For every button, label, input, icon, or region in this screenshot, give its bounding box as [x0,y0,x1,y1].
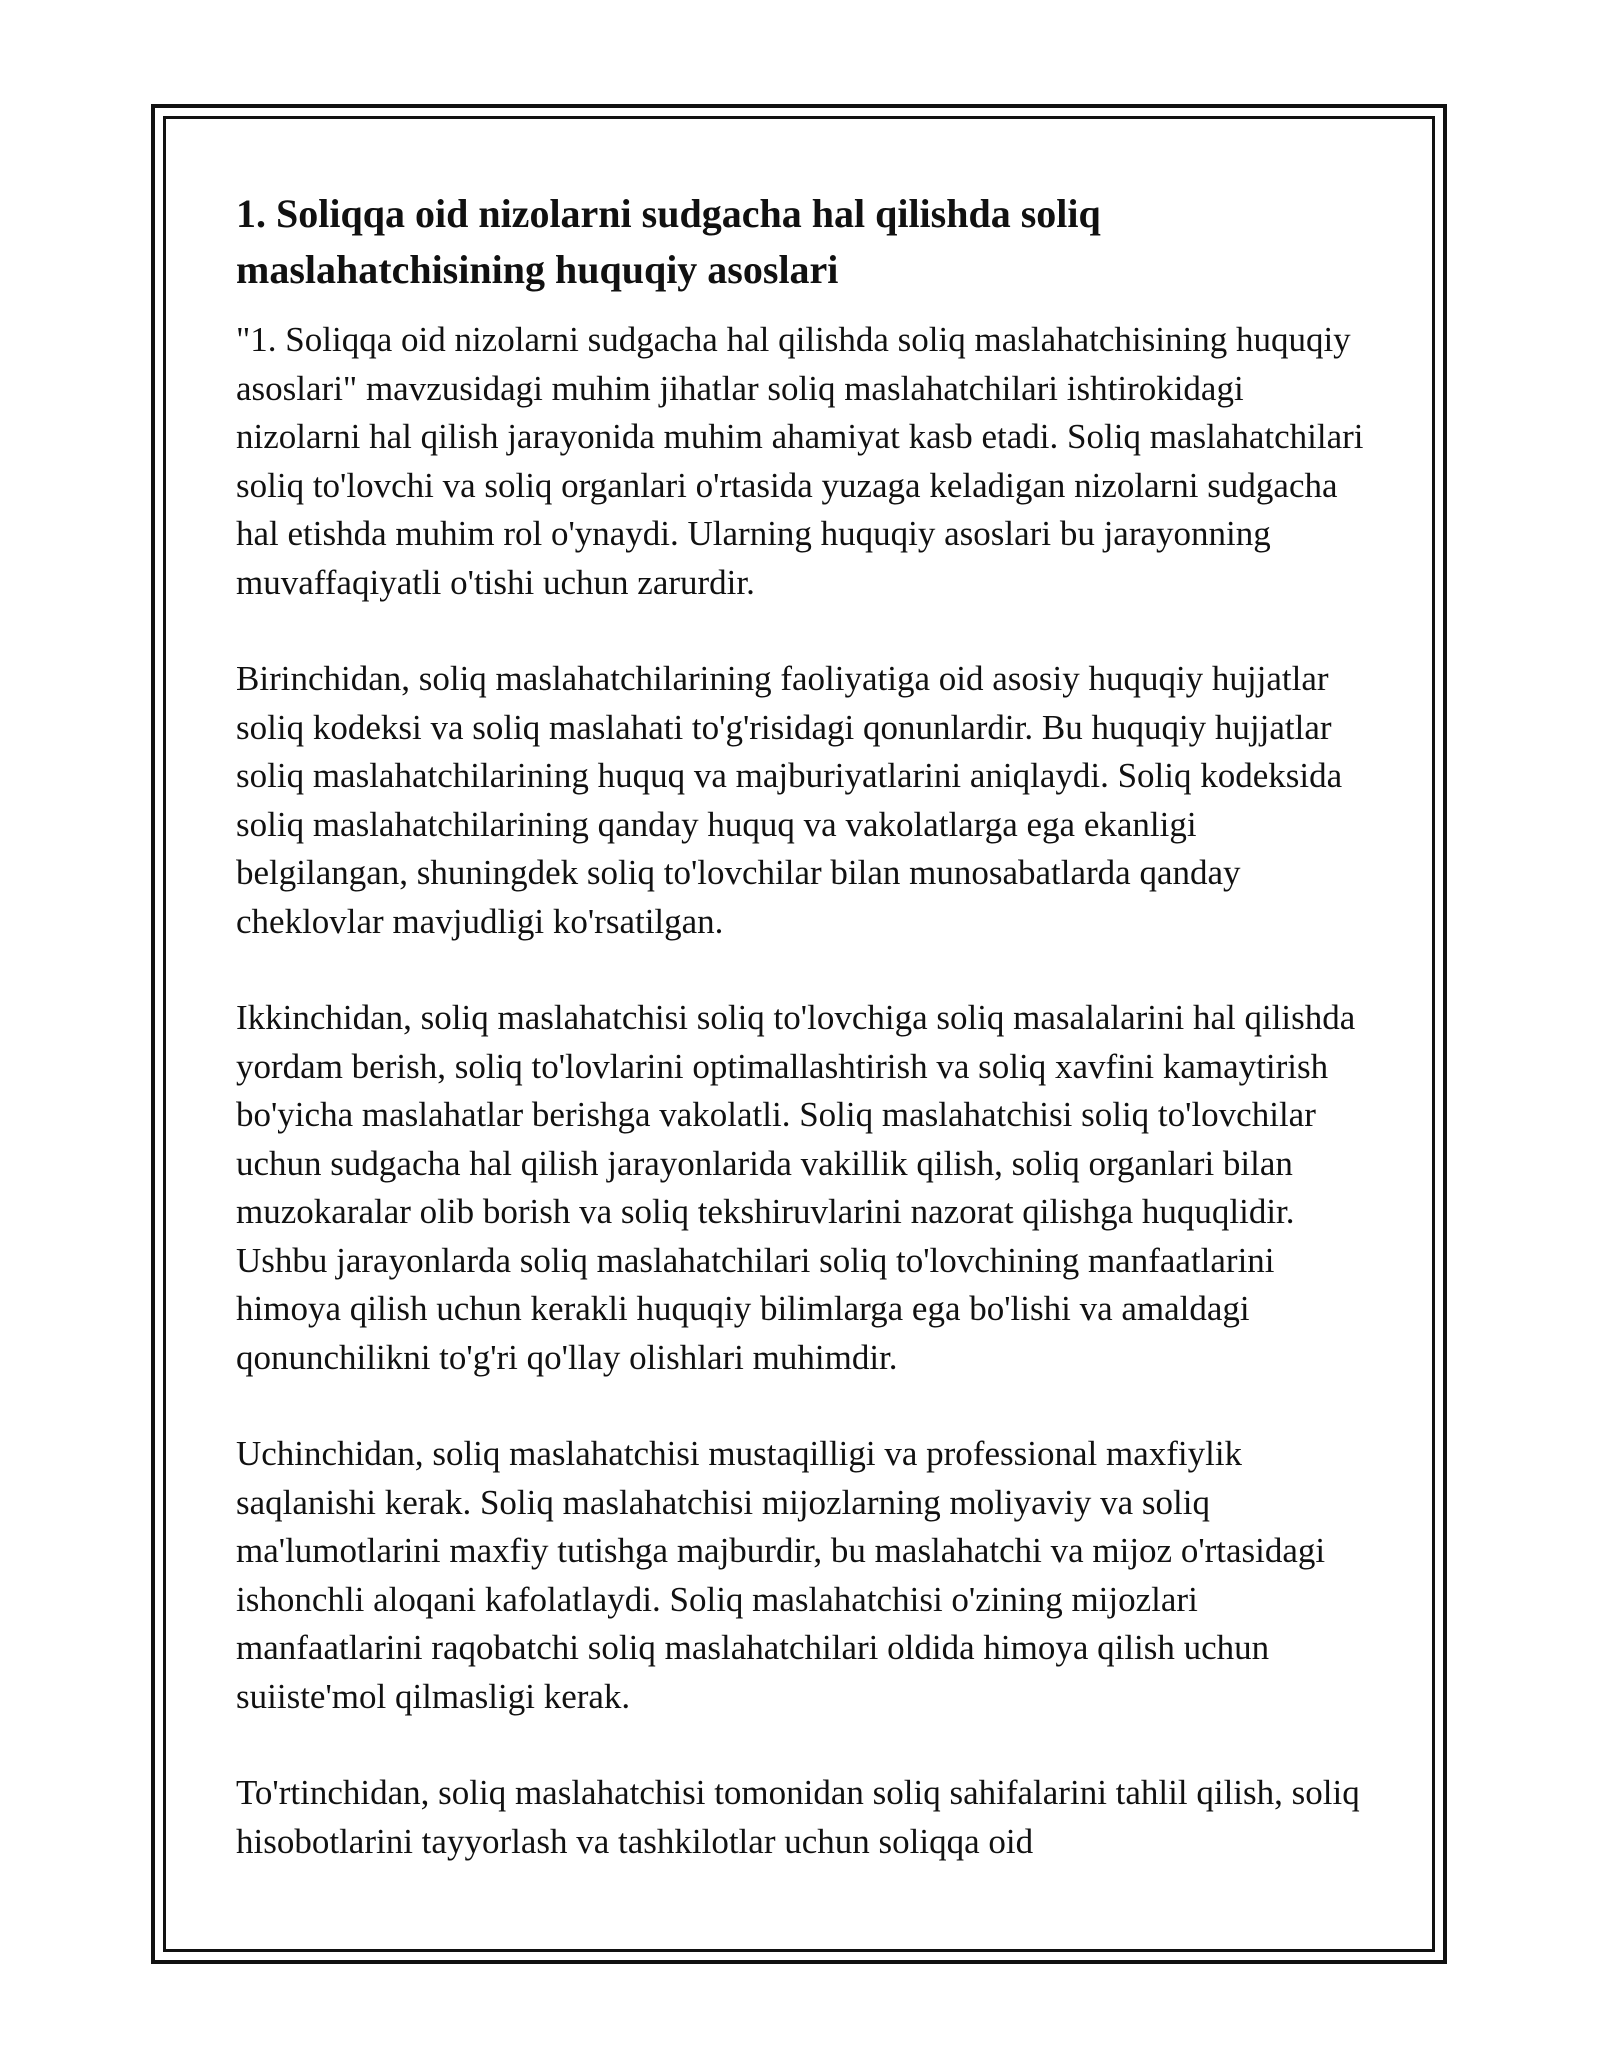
paragraph-first: Birinchidan, soliq maslahatchilarining faoliyatiga oid asosiy huquqiy hujjatlar soliq kodeksi va soliq maslahati to'g'risidagi qonunlardir. Bu huquqiy hujjatlar soliq maslahatchilarining huquq va majburiyatlarini aniqlaydi. Soliq kodeksida soliq maslahatchilarining qanday huquq va vakolatlarga ega ekanligi belgilangan, shuningdek soliq to'lovchilar bilan munosabatlarda qanday cheklovlar mavjudligi ko'rsatilgan. [236,659,1343,941]
paragraph-third: Uchinchidan, soliq maslahatchisi mustaqilligi va professional maxfiylik saqlanishi kerak. Soliq maslahatchisi mijozlarning moliyaviy va soliq ma'lumotlarini maxfiy tutishga majburdir, bu maslahatchi va mijoz o'rtasidagi ishonchli aloqani kafolatlaydi. Soliq maslahatchisi o'zining mijozlari manfaatlarini raqobatchi soliq maslahatchilari oldida himoya qilish uchun suiiste'mol qilmasligi kerak. [236,1434,1326,1716]
document-title: 1. Soliqqa oid nizolarni sudgacha hal qilishda soliq maslahatchisining huquqiy asoslari [236,191,1101,292]
document-body [236,186,1366,1914]
paragraph-second: Ikkinchidan, soliq maslahatchisi soliq to'lovchiga soliq masalalarini hal qilishda yordam berish, soliq to'lovlarini optimallashtirish va soliq xavfini kamaytirish bo'yicha maslahatlar berishga vakolatli. Soliq maslahatchisi soliq to'lovchilar uchun sudgacha hal qilish jarayonlarida vakillik qilish, soliq organlari bilan muzokaralar olib borish va soliq tekshiruvlarini nazorat qilishga huquqlidir. Ushbu jarayonlarda soliq maslahatchilari soliq to'lovchining manfaatlarini himoya qilish uchun kerakli huquqiy bilimlarga ega bo'lishi va amaldagi qonunchilikni to'g'ri qo'llay olishlari muhimdir. [236,998,1356,1377]
paragraph-intro: "1. Soliqqa oid nizolarni sudgacha hal qilishda soliq maslahatchisining huquqiy asoslari" mavzusidagi muhim jihatlar soliq maslahatchilari ishtirokidagi nizolarni hal qilish jarayonida muhim ahamiyat kasb etadi. Soliq maslahatchilari soliq to'lovchi va soliq organlari o'rtasida yuzaga keladigan nizolarni sudgacha hal etishda muhim rol o'ynaydi. Ularning huquqiy asoslari bu jarayonning muvaffaqiyatli o'tishi uchun zarurdir. [236,320,1364,602]
paragraph-fourth: To'rtinchidan, soliq maslahatchisi tomonidan soliq sahifalarini tahlil qilish, soliq hisobotlarini tayyorlash va tashkilotlar uchun soliqqa oid [236,1773,1360,1861]
